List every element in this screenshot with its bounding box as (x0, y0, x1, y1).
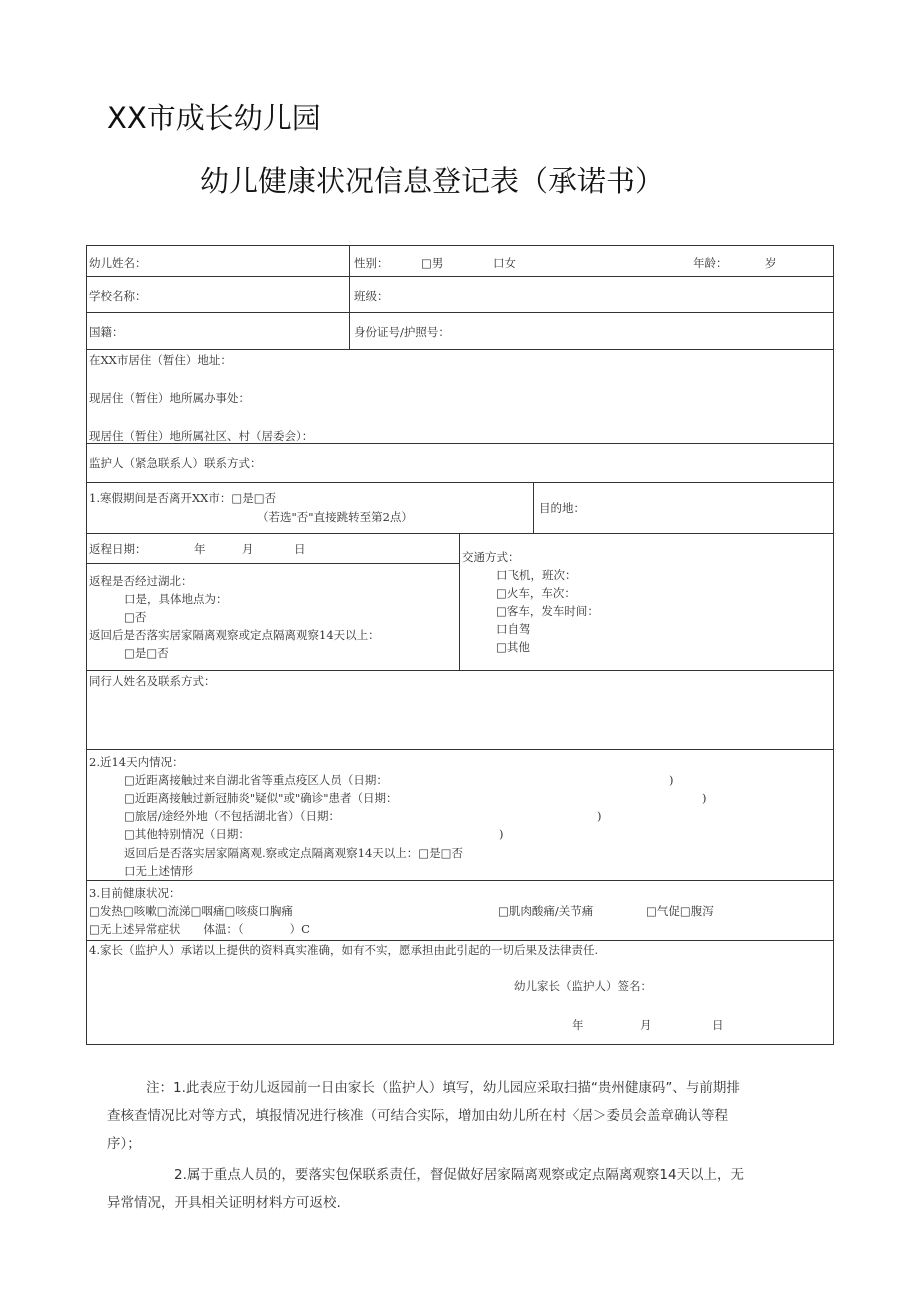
guardian-signature-label: 幼儿家长（监护人）签名： (514, 979, 652, 993)
travel-option[interactable]: □旅居/途经外地（不包括湖北省）（日期： (124, 809, 340, 823)
id-number-label: 身份证号/护照号： (354, 325, 450, 339)
class-label: 班级： (354, 289, 389, 303)
note-1-line-3: 序）； (107, 1136, 141, 1152)
subdistrict-office-label: 现居住（暂住）地所属办事处： (89, 391, 250, 405)
no-symptoms-temperature[interactable]: □无上述异常症状 体温：（ ）C (89, 922, 310, 936)
symptoms-group-b[interactable]: □肌肉酸痛/关节痛 (498, 904, 594, 918)
health-status-title: 3.目前健康状况： (89, 886, 181, 900)
return-quarantine-options[interactable]: □是□否 (124, 646, 169, 660)
note-2-line-2: 异常情况，开具相关证明材料方可返校. (107, 1195, 341, 1211)
community-label: 现居住（暂住）地所属社区、村（居委会）： (89, 429, 314, 443)
contact-hubei-option[interactable]: □近距离接触过来自湖北省等重点疫区人员（日期： (124, 773, 388, 787)
commitment-statement: 4.家长（监护人）承诺以上提供的资料真实准确，如有不实，愿承担由此引起的一切后果及法律责任. (89, 943, 599, 957)
female-checkbox[interactable]: 口女 (493, 256, 516, 270)
school-name-label: 学校名称： (89, 289, 147, 303)
gender-label: 性别： (354, 256, 389, 270)
contact-hubei-close: ) (669, 773, 674, 787)
hubei-yes-option[interactable]: 口是，具体地点为： (124, 592, 228, 606)
child-name-label: 幼儿姓名： (89, 256, 147, 270)
note-1-line-1: 注：1.此表应于幼儿返园前一日由家长（监护人）填写，幼儿园应采取扫描“贵州健康码”、与前期排 (146, 1080, 740, 1096)
hubei-no-option[interactable]: □否 (124, 610, 147, 624)
age-label: 年龄： (693, 256, 728, 270)
transport-label: 交通方式： (462, 550, 520, 564)
none-of-above-option[interactable]: 口无上述情形 (124, 864, 193, 878)
recent-14-days-title: 2.近14天内情况： (89, 755, 184, 769)
transport-bus[interactable]: □客车，发车时间： (496, 604, 599, 618)
return-day: 日 (294, 542, 306, 556)
signature-day: 日 (712, 1018, 724, 1032)
return-date-label: 返程日期： (89, 542, 147, 556)
male-checkbox[interactable]: □男 (421, 256, 444, 270)
other-situation-option[interactable]: □其他特别情况（日期： (124, 827, 250, 841)
symptoms-group-c[interactable]: □气促□腹泻 (646, 904, 714, 918)
other-situation-close: ) (499, 827, 504, 841)
note-1-line-2: 查核查情况比对等方式，填报情况进行核准（可结合实际，增加由幼儿所在村〈居＞委员会盖章确认等程 (107, 1108, 728, 1124)
symptoms-group-a[interactable]: □发热□咳嗽□流涕□咽痛□咳痰口胸痛 (89, 904, 293, 918)
return-quarantine-question: 返回后是否落实居家隔离观察或定点隔离观察14天以上： (89, 628, 380, 642)
note-2-line-1: 2.属于重点人员的，要落实包保联系责任，督促做好居家隔离观察或定点隔离观察14天以上，无 (174, 1167, 745, 1183)
form-title: 幼儿健康状况信息登记表（承诺书） (200, 164, 665, 198)
destination-label: 目的地： (539, 501, 585, 515)
nationality-label: 国籍： (89, 325, 124, 339)
guardian-contact-label: 监护人（紧急联系人）联系方式： (89, 456, 262, 470)
return-month: 月 (242, 542, 254, 556)
transport-train[interactable]: □火车，车次： (496, 586, 576, 600)
companion-label: 同行人姓名及联系方式： (89, 674, 216, 688)
quarantine-after-return[interactable]: 返回后是否落实居家隔离观.察或定点隔离观察14天以上：□是□否 (124, 846, 464, 860)
transport-plane[interactable]: 口飞机，班次： (496, 568, 577, 582)
school-title: XX市成长幼儿园 (107, 101, 321, 135)
return-year: 年 (194, 542, 206, 556)
signature-year: 年 (572, 1018, 584, 1032)
transport-other[interactable]: □其他 (496, 640, 530, 654)
contact-covid-option[interactable]: □近距离接触过新冠肺炎"疑似"或"确诊"患者（日期： (124, 791, 398, 805)
left-city-question: 1.寒假期间是否离开XX市：□是□否 (89, 491, 277, 505)
signature-month: 月 (640, 1018, 652, 1032)
registration-form (86, 245, 834, 1045)
contact-covid-close: ) (702, 791, 707, 805)
transport-self-drive[interactable]: 口自驾 (496, 622, 531, 636)
age-unit: 岁 (765, 256, 777, 270)
residence-address-label: 在XX市居住（暂住）地址： (89, 353, 232, 367)
travel-close: ) (597, 809, 602, 823)
skip-hint: （若选"否"直接跳转至第2点） (257, 510, 413, 524)
hubei-question: 返程是否经过湖北： (89, 574, 193, 588)
